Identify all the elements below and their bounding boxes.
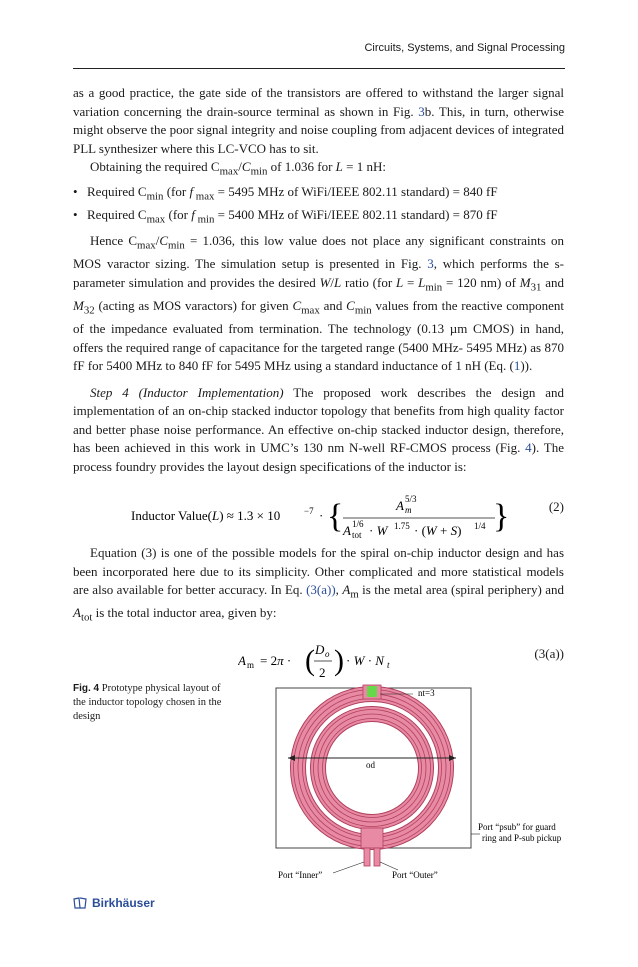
list-item: • Required $C_{min}$ (for f $_{max}$ = 5495 MHz of WiFi/IEEE 802.11 standard) = 840 fF (73, 183, 564, 206)
list-item: • Required $C_{max}$ (for f $_{min}$ = 5400 MHz of WiFi/IEEE 802.11 standard) = 870 fF (73, 206, 564, 229)
eq-ref-3a[interactable]: (3(a)) (306, 582, 336, 598)
svg-text:A: A (343, 523, 351, 539)
eq-ref-1[interactable]: 1 (513, 358, 521, 374)
publisher-logo-icon (73, 896, 87, 910)
port-inner-label: Port “Inner” (278, 870, 323, 880)
fig-ref-3b[interactable]: 3 (427, 256, 434, 272)
svg-text:· W · N: · W · N (346, 653, 384, 669)
svg-text:(: ( (305, 644, 315, 678)
svg-text:{: { (327, 498, 344, 536)
svg-text:tot: tot (352, 530, 362, 541)
port-psub-tab (367, 686, 377, 697)
port-outer-label: Port “Outer” (392, 870, 438, 880)
svg-text:·: · (319, 508, 324, 524)
psub-label-2: ring and P-sub pickup (482, 833, 562, 843)
svg-text:5/3: 5/3 (405, 494, 417, 505)
bottom-crossover (361, 828, 383, 848)
publisher-footer (73, 896, 155, 910)
svg-text:Inductor Value(L) ≈ 1.3 × 10: Inductor Value(L) ≈ 1.3 × 10 (131, 508, 281, 524)
port-outer-lead (374, 848, 380, 866)
fig-ref-3[interactable]: 3 (418, 103, 425, 119)
equation-3a (73, 633, 564, 679)
nt-label: nt=3 (418, 688, 435, 698)
equation-2-number: (2) (548, 499, 564, 515)
svg-text:· W: · W (369, 523, 388, 539)
running-title: Circuits, Systems, and Signal Processing (364, 42, 565, 54)
port-inner-lead (364, 848, 370, 866)
running-header (73, 36, 565, 69)
svg-text:1/6: 1/6 (352, 519, 364, 530)
page-body (73, 84, 564, 689)
equation-2-formula (131, 492, 511, 540)
step4-title: Step 4 (Inductor Implementation) (90, 384, 284, 400)
svg-text:}: } (493, 498, 510, 536)
equation-3a-formula (238, 639, 398, 683)
psub-label-1: Port “psub” for guard (478, 822, 556, 832)
equation-2 (73, 486, 564, 541)
svg-text:· (W + S): · (W + S) (414, 523, 462, 539)
caption-text: Prototype physical layout of the inductor topology chosen in the design (73, 683, 222, 722)
publisher-name: Birkhäuser (92, 896, 155, 910)
paragraph-5: Equation (3) is one of the possible models for the spiral on-chip inductor design and has been incorporated here due to its simplicity. Other complicated and more statistical models are also available for better accuracy. In Eq. (3(a)), $A_m$ is the metal area (spiral periphery) and $A_{tot}$ is the total inductor area, given by: (73, 545, 564, 624)
svg-text:m: m (247, 660, 255, 671)
svg-text:): ) (334, 644, 344, 678)
svg-text:−7: −7 (304, 506, 314, 517)
svg-text:= 2π ·: = 2π · (260, 653, 292, 669)
figure-caption (73, 682, 223, 724)
paragraph-step4: Step 4 (Inductor Implementation) The proposed work describes the design and implementation of an on-chip stacked inductor topology that benefits from high quality factor and better phase noise performance. An effective on-chip stacked inductor design, therefore, has been achieved in this work in UMC’s 130 nm N-well RF-CMOS process (Fig. 4). The process foundry provides the layout design specifications of the inductor is: (73, 384, 564, 474)
svg-text:m: m (405, 505, 412, 516)
figure-4 (73, 682, 564, 882)
svg-text:2: 2 (319, 665, 326, 681)
svg-text:t: t (387, 660, 390, 671)
svg-text:D: D (315, 642, 325, 658)
svg-text:A: A (238, 653, 246, 669)
requirements-list (73, 183, 564, 229)
od-label: od (366, 760, 375, 770)
paragraph-1: as a good practice, the gate side of the transistors are offered to withstand the larger signal variation concerning the drain-source terminal as shown in Fig. 3b. This, in turn, otherwise might observe the poor signal integrity and noise coupling from adjacent devices of integrated PLL synthesizer where this LC-VCO has to sit. (73, 85, 564, 156)
inductor-layout-diagram (268, 682, 568, 882)
fig-ref-4[interactable]: 4 (525, 440, 532, 456)
paragraph-2: Obtaining the required $C_{max}/C_{min}$ of 1.036 for L = 1 nH: (90, 159, 386, 178)
caption-label: Fig. 4 (73, 683, 100, 694)
paragraph-3: Hence $C_{max}/C_{min} = 1.036$, this low value does not place any significant constraints on MOS varactor sizing. The simulation setup is presented in Fig. 3, which performs the s-parameter simulation and provides the desired W/L ratio (for $L = L_{min} = 120$ nm) of $M_{31}$ and $M_{32}$ (acting as MOS varactors) for given $C_{max}$ and $C_{min}$ values from the reactive component of the impedance evaluated from termination. The technology (0.13 µm CMOS) in hand, offers the required range of capacitance for the targeted range (5400 MHz- 5495 MHz) as 870 fF for 5400 MHz to 840 fF for 5495 MHz using a standard inductance of 1 nH (Eq. (1)). (73, 233, 564, 374)
equation-3a-number: (3(a)) (534, 646, 564, 662)
svg-text:1.75: 1.75 (394, 521, 410, 532)
svg-text:1/4: 1/4 (474, 521, 486, 532)
svg-text:o: o (325, 649, 330, 660)
svg-text:A: A (396, 498, 404, 514)
